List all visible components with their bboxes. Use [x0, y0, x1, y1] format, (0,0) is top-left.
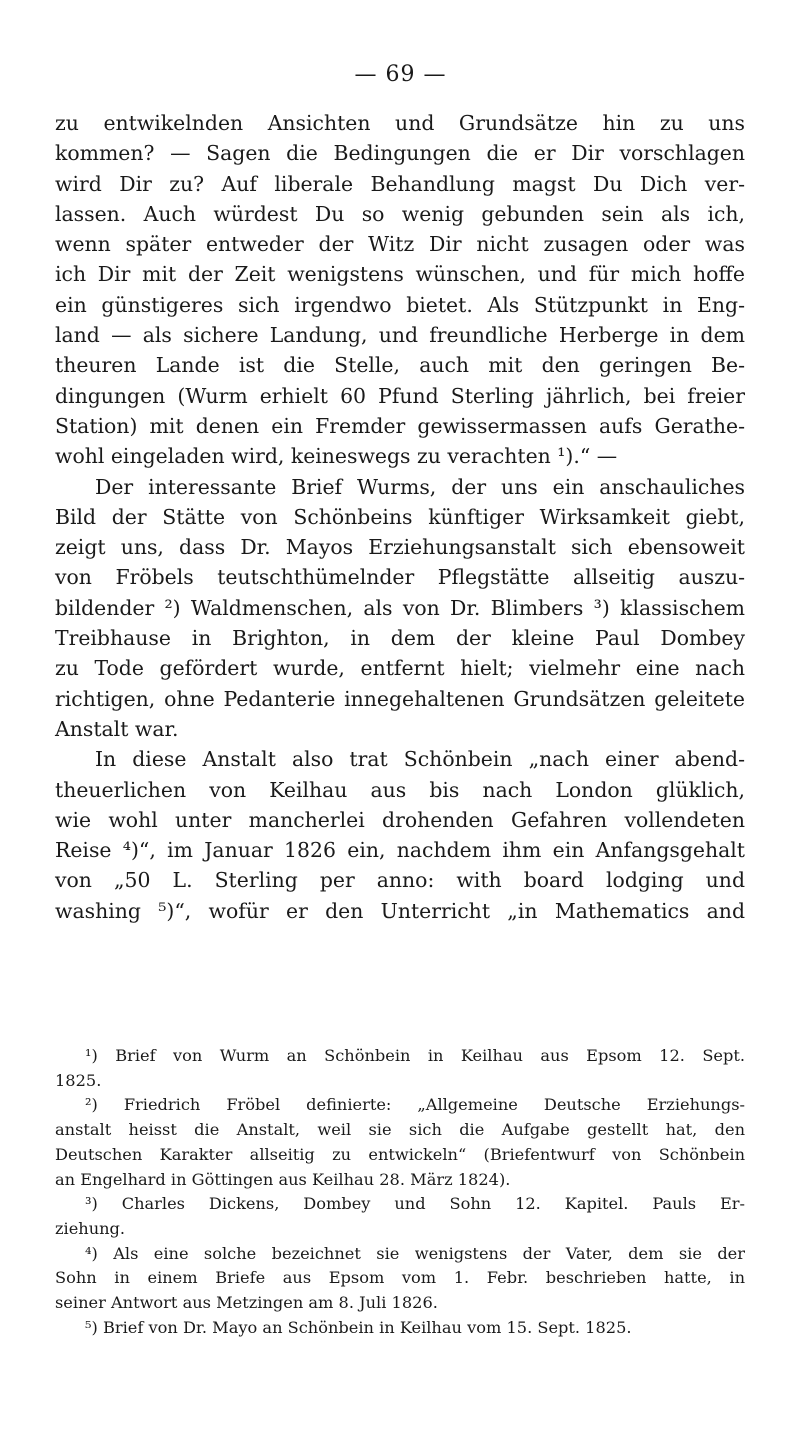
text-line: Treibhause in Brighton, in dem der kleine Paul Dombey	[55, 626, 745, 651]
text-line: wird Dir zu? Auf liberale Behandlung magst Du Dich ver-	[55, 171, 745, 196]
text-line: wenn später entweder der Witz Dir nicht zusagen oder was	[55, 232, 745, 257]
main-text	[55, 108, 745, 926]
footnote-line: anstalt heisst die Anstalt, weil sie sich die Aufgabe gestellt hat, den	[55, 1120, 745, 1140]
text-line: kommen? — Sagen die Bedingungen die er Dir vorschlagen	[55, 141, 745, 166]
text-line: lassen. Auch würdest Du so wenig gebunden sein als ich,	[55, 201, 745, 226]
text-line: Der interessante Brief Wurms, der uns ein anschauliches	[95, 474, 745, 499]
text-line: von „50 L. Sterling per anno: with board lodging und	[55, 868, 745, 893]
text-line: theuerlichen von Keilhau aus bis nach London glüklich,	[55, 777, 745, 802]
text-line: In diese Anstalt also trat Schönbein „nach einer abend-	[95, 747, 745, 772]
footnotes	[55, 1044, 745, 1340]
text-line: wohl eingeladen wird, keineswegs zu verachten ¹).“ —	[55, 444, 618, 469]
text-line: richtigen, ohne Pedanterie innegehaltenen Grundsätzen geleitete	[55, 686, 745, 711]
text-line: zu Tode gefördert wurde, entfernt hielt; vielmehr eine nach	[55, 656, 745, 681]
text-line: von Fröbels teutschthümelnder Pflegstätte allseitig auszu-	[55, 565, 745, 590]
footnote-line: ⁴) Als eine solche bezeichnet sie wenigstens der Vater, dem sie der	[85, 1243, 745, 1263]
text-line: zu entwikelnden Ansichten und Grundsätze hin zu uns	[55, 111, 745, 135]
text-line: theuren Lande ist die Stelle, auch mit den geringen Be-	[55, 353, 745, 378]
footnote-line: seiner Antwort aus Metzingen am 8. Juli 1826.	[55, 1293, 438, 1313]
footnote-line: ²) Friedrich Fröbel definierte: „Allgemeine Deutsche Erziehungs-	[85, 1095, 745, 1115]
text-line: washing ⁵)“, wofür er den Unterricht „in Mathematics and	[55, 898, 745, 923]
footnote-line: ziehung.	[55, 1218, 126, 1238]
text-line: Station) mit denen ein Fremder gewissermassen aufs Gerathe-	[55, 413, 745, 438]
text-line: Reise ⁴)“, im Januar 1826 ein, nachdem ihm ein Anfangsgehalt	[55, 838, 745, 863]
text-line: zeigt uns, dass Dr. Mayos Erziehungsanstalt sich ebensoweit	[55, 535, 745, 560]
footnote-line: an Engelhard in Göttingen aus Keilhau 28. März 1824).	[55, 1169, 511, 1189]
footnote-line: Sohn in einem Briefe aus Epsom vom 1. Febr. beschrieben hatte, in	[55, 1268, 745, 1288]
text-line: land — als sichere Landung, und freundliche Herberge in dem	[55, 323, 745, 348]
text-line: wie wohl unter mancherlei drohenden Gefahren vollendeten	[55, 807, 745, 832]
footnote-line: ⁵) Brief von Dr. Mayo an Schönbein in Keilhau vom 15. Sept. 1825.	[85, 1317, 632, 1337]
page-number: — 69 —	[354, 62, 447, 87]
text-line: Anstalt war.	[55, 716, 179, 741]
text-line: ich Dir mit der Zeit wenigstens wünschen, und für mich hoffe	[55, 262, 745, 287]
text-line: ein günstigeres sich irgendwo bietet. Als Stützpunkt in Eng-	[55, 292, 745, 317]
text-line: dingungen (Wurm erhielt 60 Pfund Sterling jährlich, bei freier	[55, 383, 745, 408]
text-line: bildender ²) Waldmenschen, als von Dr. Blimbers ³) klassischem	[55, 595, 745, 620]
text-line: Bild der Stätte von Schönbeins künftiger Wirksamkeit giebt,	[55, 504, 745, 529]
footnote-line: ³) Charles Dickens, Dombey und Sohn 12. Kapitel. Pauls Er-	[85, 1194, 745, 1214]
footnote-line: ¹) Brief von Wurm an Schönbein in Keilhau aus Epsom 12. Sept.	[85, 1046, 745, 1065]
footnote-line: Deutschen Karakter allseitig zu entwickeln“ (Briefentwurf von Schönbein	[55, 1144, 745, 1164]
footnote-line: 1825.	[55, 1070, 102, 1090]
